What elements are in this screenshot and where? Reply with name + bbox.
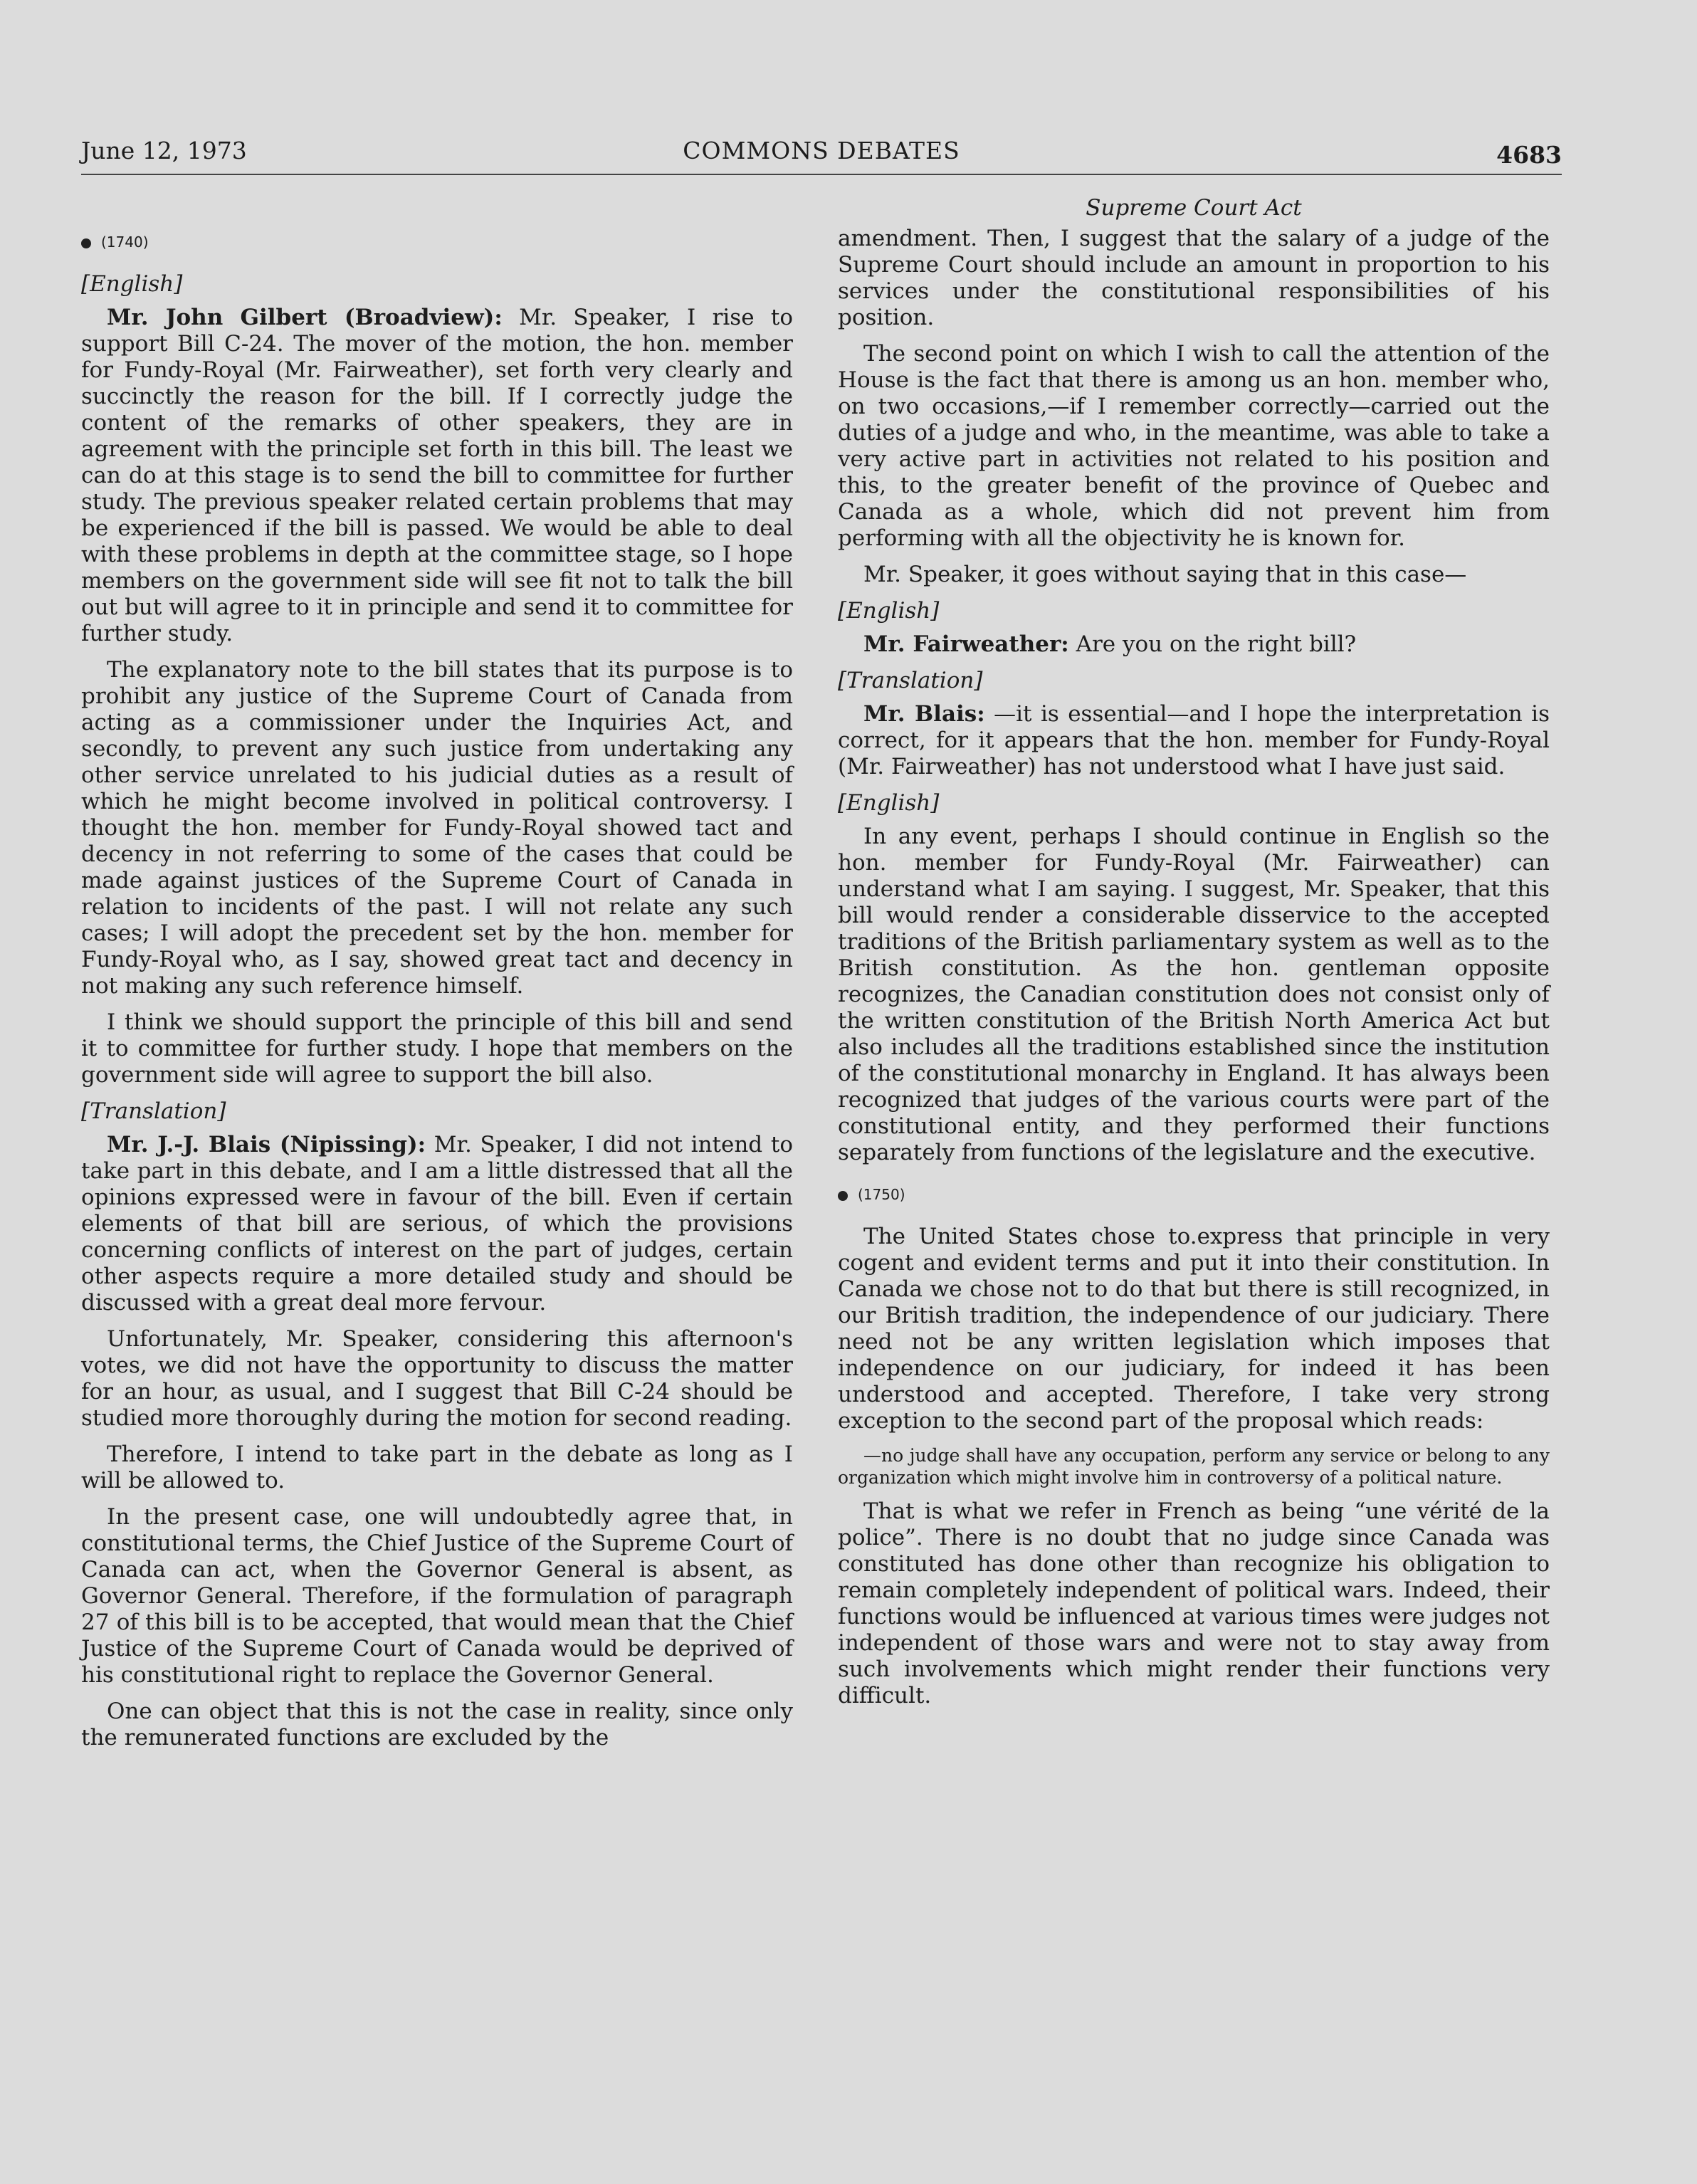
timestamp-text: (1750) xyxy=(858,1186,905,1203)
timestamp-text: (1740) xyxy=(101,233,149,251)
block-quote: —no judge shall have any occupation, perform any service or belong to any organization which might involve him in controversy of a political nature. xyxy=(838,1445,1550,1488)
paragraph: amendment. Then, I suggest that the salary of a judge of the Supreme Court should include an amount in proportion to his services under the constitutional responsibilities of his position. xyxy=(838,226,1550,330)
language-marker: [English] xyxy=(81,271,183,297)
speech-text: Mr. Speaker, I did not intend to take part in this debate, and I am a little distressed that all the opinions expressed were in favour of the bill. Even if certain elements of that bill are serious, of which the provisions concerning conflicts of interest on the part of judges, certain other aspects require a more detailed study and should be discussed with a great deal more fervour. xyxy=(81,1132,793,1316)
speech-text: —it is essential—and I hope the interpretation is correct, for it appears that the hon. member for Fundy-Royal (Mr. Fairweather) has not understood what I have just said. xyxy=(838,701,1550,779)
paragraph: The explanatory note to the bill states that its purpose is to prohibit any justice of the Supreme Court of Canada from acting as a commissioner under the Inquiries Act, and secondly, to prevent any such justice from undertaking any other service unrelated to his judicial duties as a result of which he might become involved in political controversy. I thought the hon. member for Fundy-Royal showed tact and decency in not referring to some of the cases that could be made against justices of the Supreme Court of Canada in relation to incidents of the past. I will not relate any such cases; I will adopt the precedent set by the hon. member for Fundy-Royal who, as I say, showed great tact and decency in not making any such reference himself. xyxy=(81,657,793,999)
timestamp-marker xyxy=(81,229,793,256)
paragraph: Unfortunately, Mr. Speaker, considering this afternoon's votes, we did not have the opportunity to discuss the matter for an hour, as usual, and I suggest that Bill C-24 should be studied more thoroughly during the motion for second reading. xyxy=(81,1326,793,1431)
paragraph: In any event, perhaps I should continue in English so the hon. member for Fundy-Royal (Mr. Fairweather) can understand what I am saying. I suggest, Mr. Speaker, that this bill would render a considerable disservice to the accepted traditions of the British parliamentary system as well as to the British constitution. As the hon. gentleman opposite recognizes, the Canadian constitution does not consist only of the written constitution of the British North America Act but also includes all the traditions established since the institution of the constitutional monarchy in England. It has always been recognized that judges of the various courts were part of the constitutional entity, and they performed their functions separately from functions of the legislature and the executive. xyxy=(838,824,1550,1165)
paragraph: Mr. Speaker, it goes without saying that in this case— xyxy=(863,562,1467,587)
speech-text: Are you on the right bill? xyxy=(1068,631,1357,657)
bullet-icon xyxy=(838,1191,848,1201)
left-column xyxy=(81,214,793,1761)
language-marker: [English] xyxy=(838,598,940,624)
page-number: 4683 xyxy=(1496,141,1562,169)
language-marker: [Translation] xyxy=(81,1098,226,1124)
paragraph xyxy=(838,631,1550,658)
paragraph: In the present case, one will undoubtedly agree that, in constitutional terms, the Chief Justice of the Supreme Court of Canada can act, when the Governor General is absent, as Governor General. Therefore, if the formulation of paragraph 27 of this bill is to be accepted, that would mean that the Chief Justice of the Supreme Court of Canada would be deprived of his constitutional right to replace the Governor General. xyxy=(81,1504,793,1688)
paragraph: I think we should support the principle of this bill and send it to committee for further study. I hope that members on the government side will agree to support the bill also. xyxy=(81,1009,793,1088)
paragraph: Therefore, I intend to take part in the debate as long as I will be allowed to. xyxy=(81,1442,793,1493)
language-marker: [Translation] xyxy=(838,668,983,693)
speaker-name: Mr. John Gilbert (Broadview): xyxy=(107,305,503,330)
speaker-name: Mr. Fairweather: xyxy=(863,631,1069,657)
page-header xyxy=(81,137,1562,175)
header-date: June 12, 1973 xyxy=(81,137,247,164)
speaker-name: Mr. Blais: xyxy=(863,701,985,727)
paragraph xyxy=(81,305,793,647)
bullet-icon xyxy=(81,238,91,248)
timestamp-marker xyxy=(838,1182,1550,1208)
running-head: Supreme Court Act xyxy=(1086,195,1302,221)
speech-text: Mr. Speaker, I rise to support Bill C-24. The mover of the motion, the hon. member for Fundy-Royal (Mr. Fairweather), set forth very clearly and succinctly the reason for the bill. If I correctly judge the content of the remarks of other speakers, they are in agreement with the principle set forth in this bill. The least we can do at this stage is to send the bill to committee for further study. The previous speaker related certain problems that may be experienced if the bill is passed. We would be able to deal with these problems in depth at the committee stage, so I hope members on the government side will see fit not to talk the bill out but will agree to it in principle and send it to committee for further study. xyxy=(81,305,793,646)
paragraph: The United States chose to.express that principle in very cogent and evident terms and put it into their constitution. In Canada we chose not to do that but there is still recognized, in our British tradition, the independence of our judiciary. There need not be any written legislation which imposes that independence on our judiciary, for indeed it has been understood and accepted. Therefore, I take very strong exception to the second part of the proposal which reads: xyxy=(838,1224,1550,1434)
speaker-name: Mr. J.-J. Blais (Nipissing): xyxy=(107,1132,426,1157)
paragraph: The second point on which I wish to call the attention of the House is the fact that there is among us an hon. member who, on two occasions,—if I remember correctly—carried out the duties of a judge and who, in the meantime, was able to take a very active part in activities not related to his position and this, to the greater benefit of the province of Quebec and Canada as a whole, which did not prevent him from performing with all the objectivity he is known for. xyxy=(838,341,1550,551)
paragraph xyxy=(81,1132,793,1316)
paragraph: One can object that this is not the case in reality, since only the remunerated functions are excluded by the xyxy=(81,1699,793,1750)
header-title: COMMONS DEBATES xyxy=(683,137,960,164)
language-marker: [English] xyxy=(838,790,940,816)
paragraph: That is what we refer in French as being “une vérité de la police”. There is no doubt that no judge since Canada was constituted has done other than recognize his obligation to remain completely independent of political wars. Indeed, their functions would be influenced at various times were judges not independent of those wars and were not to stay away from such involvements which might render their functions very difficult. xyxy=(838,1498,1550,1708)
paragraph xyxy=(838,701,1550,780)
right-column xyxy=(838,195,1550,1719)
